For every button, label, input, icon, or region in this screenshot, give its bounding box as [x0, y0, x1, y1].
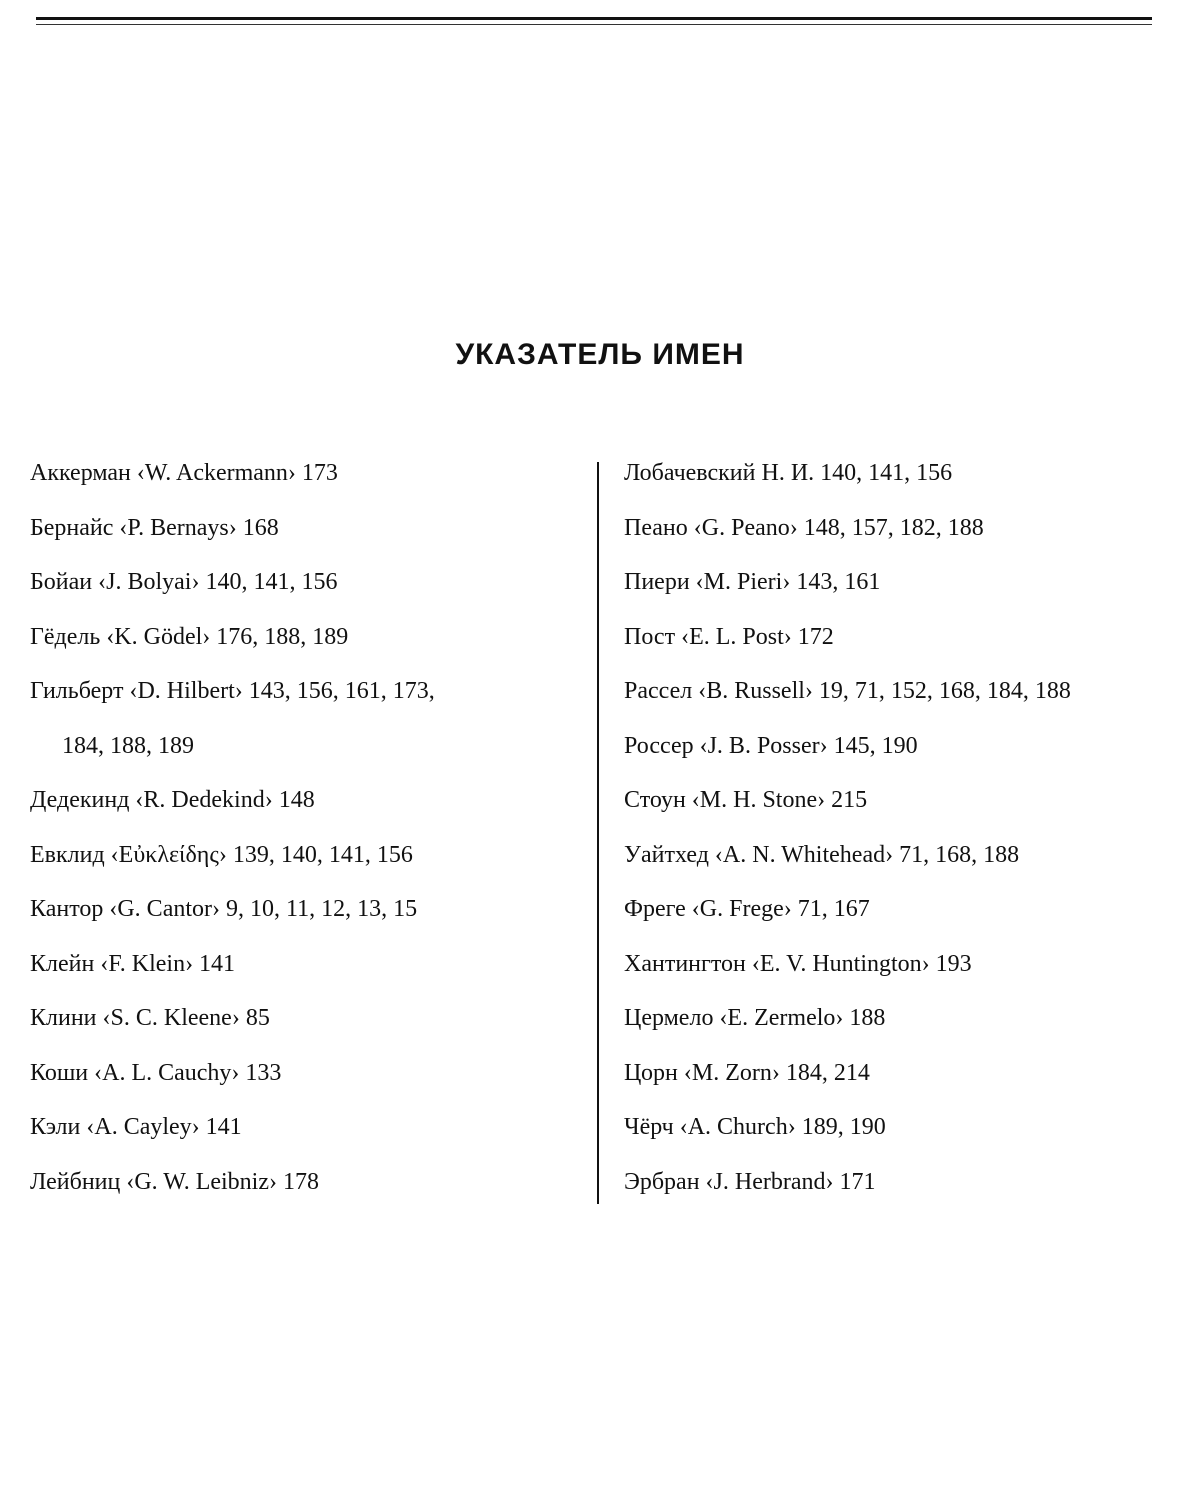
- index-entry: Аккерман ‹W. Ackermann› 173: [30, 460, 338, 486]
- index-entry: Гильберт ‹D. Hilbert› 143, 156, 161, 173,: [30, 678, 435, 704]
- index-entry: Дедекинд ‹R. Dedekind› 148: [30, 787, 315, 813]
- index-entry: Россер ‹J. B. Posser› 145, 190: [624, 732, 918, 759]
- index-entry: Хантингтон ‹E. V. Huntington› 193: [624, 950, 972, 977]
- index-entry: Кантор ‹G. Cantor› 9, 10, 11, 12, 13, 15: [30, 896, 418, 922]
- index-entry: Клейн ‹F. Klein› 141: [30, 950, 236, 977]
- index-right-column: [624, 446, 1184, 1209]
- index-entry: Бойаи ‹J. Bolyai› 140, 141, 156: [30, 569, 338, 595]
- index-entry: Пеано ‹G. Peano› 148, 157, 182, 188: [624, 514, 984, 541]
- top-rule-thin: [36, 24, 1152, 25]
- index-entry: Чёрч ‹A. Church› 189, 190: [624, 1114, 886, 1140]
- page-title: УКАЗАТЕЛЬ ИМЕН: [455, 338, 745, 371]
- index-entry: Гёдель ‹K. Gödel› 176, 188, 189: [30, 623, 349, 650]
- top-rule: [36, 17, 1152, 20]
- index-entry: Цорн ‹M. Zorn› 184, 214: [624, 1059, 870, 1086]
- index-entry: Кэли ‹A. Cayley› 141: [30, 1114, 242, 1140]
- index-entry: Уайтхед ‹A. N. Whitehead› 71, 168, 188: [624, 841, 1020, 868]
- index-entry: Коши ‹A. L. Cauchy› 133: [30, 1059, 282, 1086]
- index-entry: Пост ‹E. L. Post› 172: [624, 623, 834, 650]
- index-entry: Цермело ‹E. Zermelo› 188: [624, 1005, 886, 1031]
- column-divider: [597, 462, 599, 1204]
- index-left-column: [30, 446, 586, 1209]
- index-entry: Рассел ‹B. Russell› 19, 71, 152, 168, 184, 188: [624, 678, 1071, 704]
- index-entry: Лобачевский Н. И. 140, 141, 156: [624, 460, 953, 486]
- index-entry: Клини ‹S. C. Kleene› 85: [30, 1005, 270, 1031]
- index-entry: Пиери ‹M. Pieri› 143, 161: [624, 569, 881, 595]
- index-entry: Лейбниц ‹G. W. Leibniz› 178: [30, 1168, 319, 1195]
- index-entry: Эрбран ‹J. Herbrand› 171: [624, 1168, 876, 1195]
- index-entry: Фреге ‹G. Frege› 71, 167: [624, 896, 870, 922]
- index-entry: Евклид ‹Εὐκλείδης› 139, 140, 141, 156: [30, 841, 413, 868]
- index-entry: Стоун ‹M. H. Stone› 215: [624, 787, 868, 813]
- index-entry: Бернайс ‹P. Bernays› 168: [30, 514, 279, 541]
- index-entry-continuation: 184, 188, 189: [62, 732, 194, 759]
